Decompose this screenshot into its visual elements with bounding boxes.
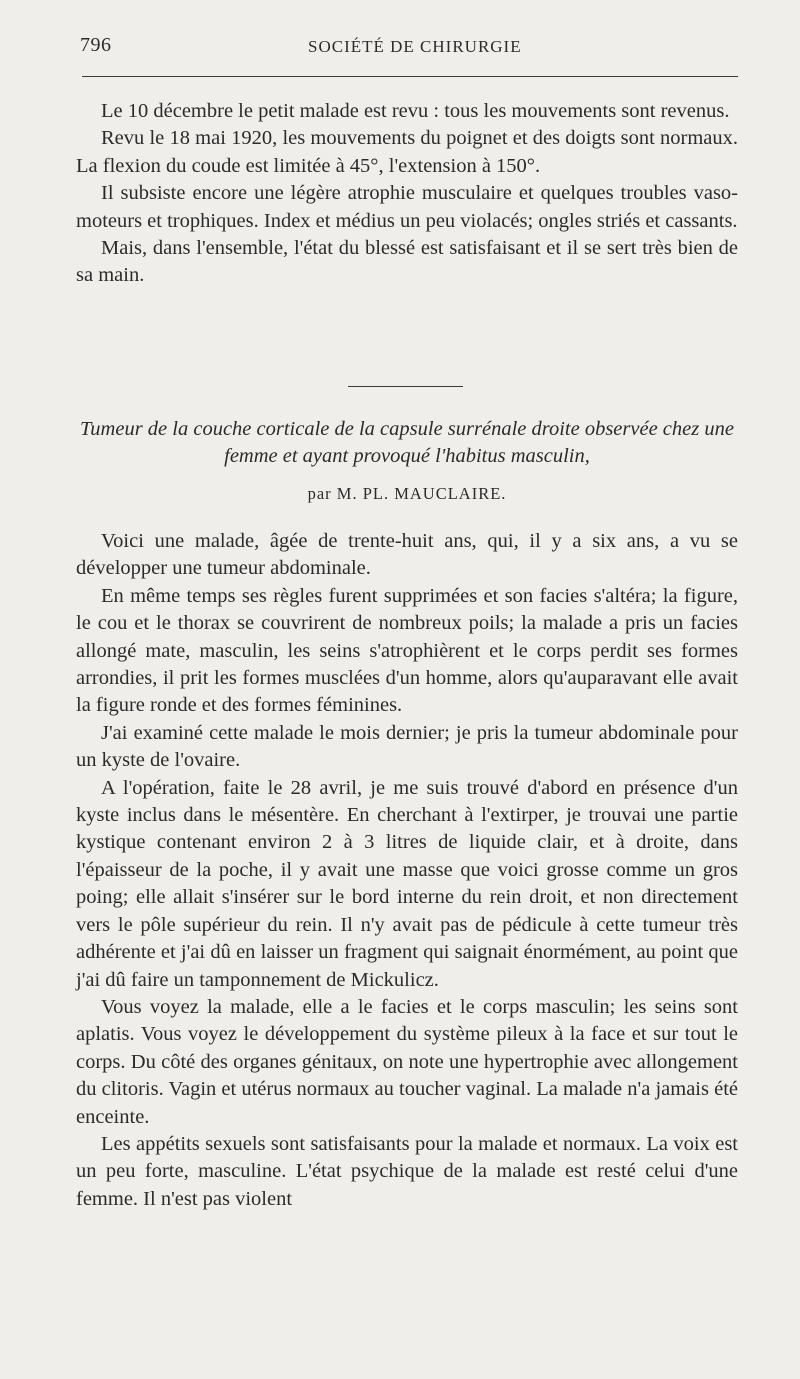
page-number: 796 bbox=[80, 34, 112, 56]
header-rule bbox=[82, 76, 738, 77]
paragraph: Vous voyez la malade, elle a le facies et le corps masculin; les seins sont aplatis. Vous voyez le développement du système pileux à la face et sur tout le corps. Du côté des organes génitaux, on note une hypertrophie avec allongement du clitoris. Vagin et utérus normaux au toucher vaginal. La malade n'a jamais été enceinte. bbox=[76, 995, 738, 1128]
paragraph: Les appétits sexuels sont satisfaisants pour la malade et normaux. La voix est un peu forte, masculine. L'état psychique de la malade est resté celui d'une femme. Il n'est pas violent bbox=[76, 1132, 738, 1210]
article-body bbox=[76, 528, 738, 1213]
paragraph: Voici une malade, âgée de trente-huit ans, qui, il y a six ans, a vu se développer une tumeur abdominale. bbox=[76, 530, 738, 580]
paragraph: J'ai examiné cette malade le mois dernier; je pris la tumeur abdominale pour un kyste de l'ovaire. bbox=[76, 721, 738, 772]
running-title: SOCIÉTÉ DE CHIRURGIE bbox=[308, 37, 522, 56]
article-title: Tumeur de la couche corticale de la capsule surrénale droite observée chez une femme et ayant provoqué l'habitus masculin, bbox=[80, 418, 734, 468]
paragraph: Revu le 18 mai 1920, les mouvements du poignet et des doigts sont normaux. La flexion du coude est limitée à 45°, l'extension à 150°. bbox=[76, 127, 738, 177]
page-header bbox=[78, 34, 738, 64]
section-divider bbox=[348, 386, 463, 387]
case-report-continuation bbox=[76, 98, 738, 290]
paragraph: Le 10 décembre le petit malade est revu : tous les mouvements sont revenus. bbox=[101, 100, 730, 122]
article-byline: par M. PL. MAUCLAIRE. bbox=[307, 484, 507, 503]
paragraph: Il subsiste encore une légère atrophie musculaire et quelques troubles vaso-moteurs et trophiques. Index et médius un peu violacés; ongles striés et cassants. bbox=[76, 182, 738, 232]
paragraph: En même temps ses règles furent supprimées et son facies s'altéra; la figure, le cou et le thorax se couvrirent de nombreux poils; la malade a pris un facies allongé mate, masculin, les seins s'atrophièrent et le corps perdit ses formes arrondies, il prit les formes musclées d'un homme, alors qu'auparavant elle avait la figure ronde et des formes féminines. bbox=[76, 584, 738, 717]
paragraph: A l'opération, faite le 28 avril, je me suis trouvé d'abord en présence d'un kyste inclus dans le mésentère. En cherchant à l'extirper, je trouvai une partie kystique contenant environ 2 à 3 litres de liquide clair, et à droite, dans l'épaisseur de la poche, il y avait une masse que voici grosse comme un gros poing; elle allait s'insérer sur le bord interne du rein droit, et non directement vers le pôle supérieur du rein. Il n'y avait pas de pédicule à cette tumeur très adhérente et j'ai dû en laisser un fragment qui saignait énormément, au point que j'ai dû faire un tamponnement de Mickulicz. bbox=[76, 776, 738, 991]
paragraph: Mais, dans l'ensemble, l'état du blessé est satisfaisant et il se sert très bien de sa main. bbox=[76, 237, 738, 287]
